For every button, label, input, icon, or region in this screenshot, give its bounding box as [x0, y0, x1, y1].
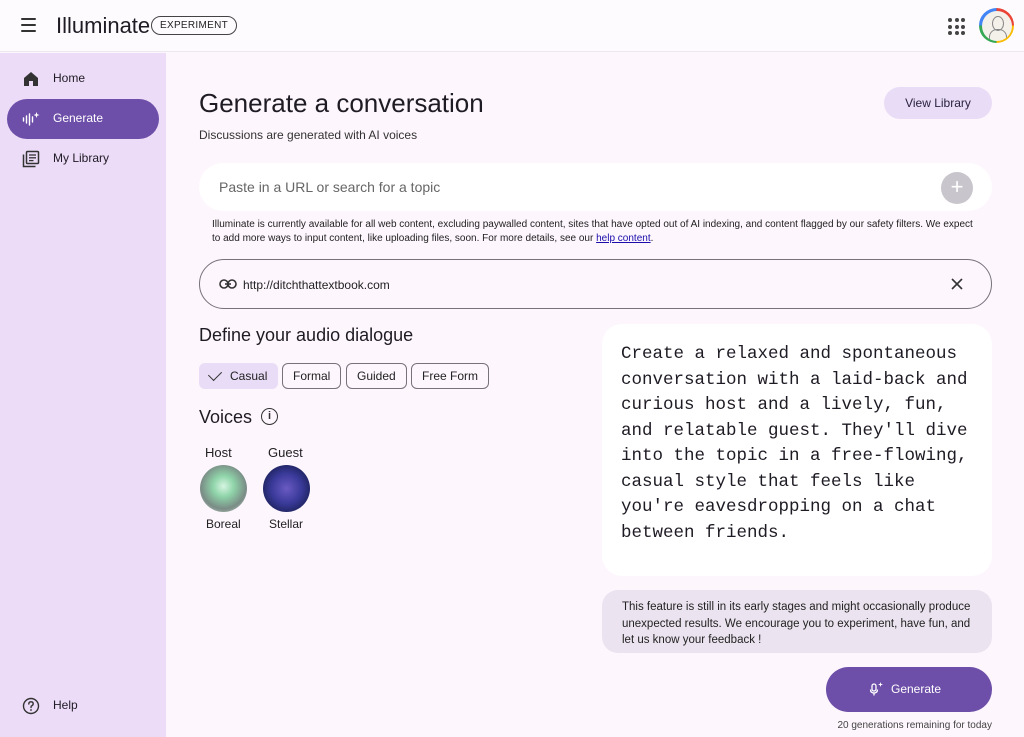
help-icon — [22, 697, 40, 715]
host-voice-orb[interactable] — [200, 465, 247, 512]
notice-text: This feature is still in its early stages and might occasionally produce unexpected results. We encourage you to experiment, have fun, and let us know your feedback ! — [622, 601, 971, 646]
generate-label: Generate — [891, 682, 942, 696]
sidebar — [0, 53, 166, 737]
generate-button[interactable] — [826, 667, 992, 712]
sidebar-item-help[interactable] — [7, 686, 159, 726]
page-title: Generate a conversation — [199, 88, 484, 118]
chip-label: Casual — [230, 369, 268, 383]
sidebar-item-home[interactable] — [7, 59, 159, 99]
page-subtitle: Discussions are generated with AI voices — [199, 128, 418, 142]
disclaimer-suffix: . — [650, 233, 654, 244]
availability-disclaimer — [212, 218, 982, 246]
chip-label: Free Form — [422, 369, 479, 383]
top-app-bar — [0, 0, 1024, 52]
account-avatar[interactable] — [979, 8, 1014, 43]
style-chip-casual[interactable] — [199, 363, 278, 389]
search-box — [199, 163, 992, 211]
dialogue-section-title: Define your audio dialogue — [199, 325, 414, 345]
url-search-input[interactable] — [219, 163, 919, 211]
main-content — [166, 53, 1024, 737]
url-text: http://ditchthattextbook.com — [243, 278, 390, 292]
link-icon — [219, 277, 237, 291]
style-chip-guided[interactable] — [346, 363, 407, 389]
guest-voice-orb[interactable] — [263, 465, 310, 512]
chip-label: Guided — [357, 369, 396, 383]
host-voice-name: Boreal — [206, 517, 241, 531]
disclaimer-text: Illuminate is currently available for all web content, excluding paywalled content, sites that have opted out of AI indexing, and content flagged by our safety filters. We expect to add more ways to input content, like uploading files, soon. For more details, see our — [212, 219, 973, 244]
info-icon[interactable]: i — [261, 408, 278, 425]
guest-label: Guest — [268, 445, 303, 460]
sidebar-item-label: My Library — [53, 151, 110, 165]
style-chip-free-form[interactable] — [411, 363, 489, 389]
dialogue-prompt-card — [602, 324, 992, 576]
close-icon[interactable] — [949, 276, 965, 292]
style-chip-formal[interactable] — [282, 363, 341, 389]
library-icon — [22, 150, 40, 168]
voices-title: Voices — [199, 407, 253, 427]
experimental-notice — [602, 590, 992, 653]
app-title: Illuminate — [56, 13, 151, 38]
sparkle-waveform-icon — [22, 110, 40, 128]
view-library-button[interactable]: View Library — [884, 87, 992, 119]
check-icon — [208, 367, 222, 381]
chip-label: Formal — [293, 369, 331, 383]
sidebar-item-my-library[interactable] — [7, 139, 159, 179]
add-icon[interactable]: + — [941, 172, 973, 204]
guest-voice-name: Stellar — [269, 517, 304, 531]
host-label: Host — [205, 445, 232, 460]
generations-remaining: 20 generations remaining for today — [837, 720, 992, 731]
mic-sparkle-icon — [868, 681, 884, 697]
home-icon — [22, 70, 40, 88]
sidebar-item-label: Home — [53, 71, 86, 85]
help-content-link[interactable]: help content — [596, 233, 651, 244]
sidebar-item-generate[interactable] — [7, 99, 159, 139]
experiment-badge: EXPERIMENT — [151, 16, 237, 35]
dialogue-prompt-text: Create a relaxed and spontaneous conversation with a laid-back and curious host and a lively, fun, and relatable guest. They'll dive into the topic in a free-flowing, casual style that feels like you're eavesdropping on a chat between friends. — [621, 344, 968, 543]
sidebar-item-label: Generate — [53, 111, 104, 125]
apps-grid-icon[interactable] — [946, 16, 966, 36]
sidebar-item-label: Help — [53, 698, 78, 712]
menu-icon[interactable] — [18, 14, 42, 38]
selected-url-chip — [199, 259, 992, 309]
